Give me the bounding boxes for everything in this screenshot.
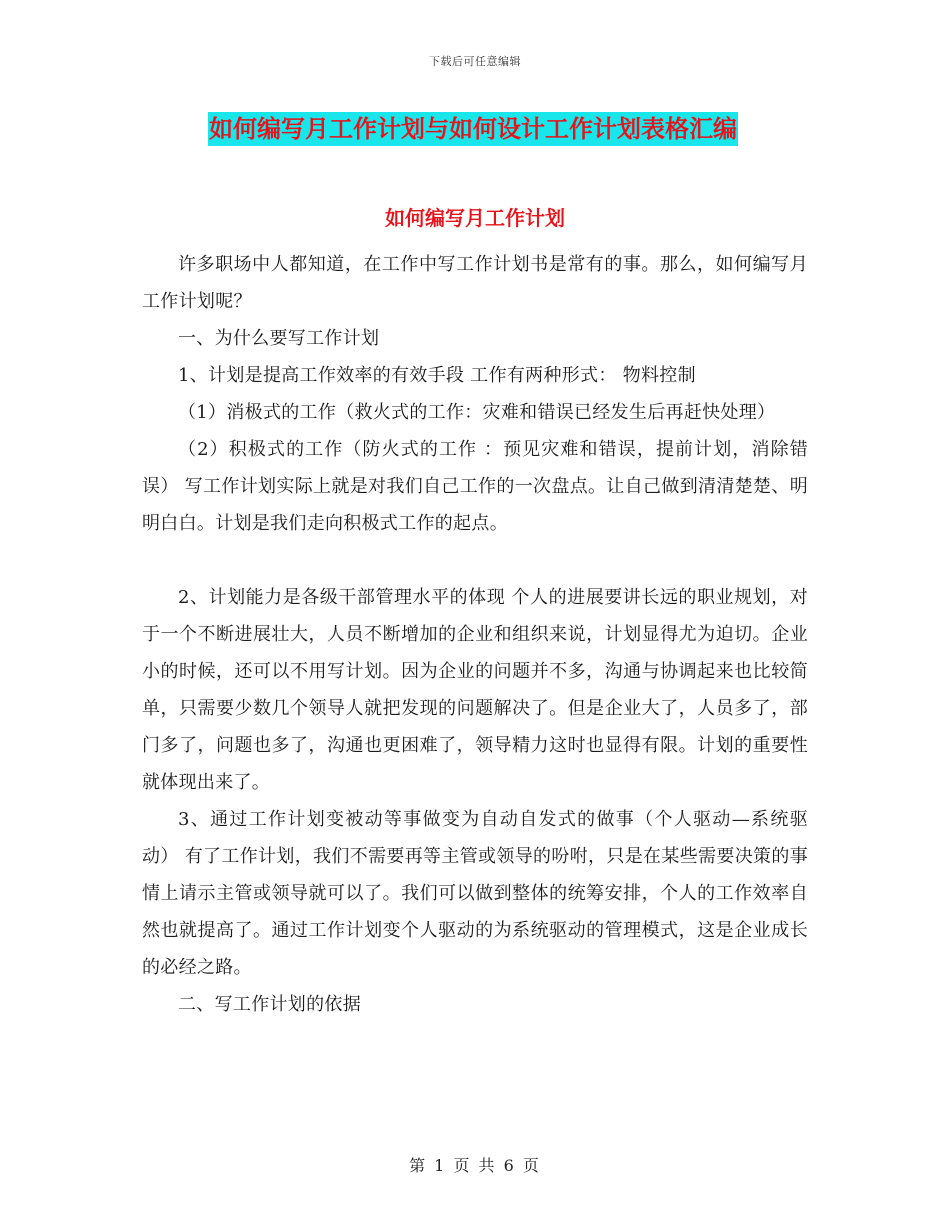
paragraph-active-work: （2）积极式的工作（防火式的工作 ：预见灾难和错误，提前计划，消除错误） 写工作计划实际上就是对我们自己工作的一次盘点。让自己做到清清楚楚、明明白白。计划是我们走向积极式工作的起点。 — [142, 439, 808, 534]
heading-plan-basis: 二、写工作计划的依据 — [178, 994, 361, 1015]
page-header-note: 下载后可任意编辑 — [429, 55, 521, 68]
paragraph-point-3: 3、通过工作计划变被动等事做变为自动自发式的做事（个人驱动—系统驱动） 有了工作计划，我们不需要再等主管或领导的吩咐，只是在某些需要决策的事情上请示主管或领导就可以了。我们可以做到整体的统筹安排，个人的工作效率自然也就提高了。通过工作计划变个人驱动的为系统驱动的管理模式，这是企业成长的必经之路。 — [142, 809, 808, 978]
paragraph-passive-work: （1）消极式的工作（救火式的工作：灾难和错误已经发生后再赶快处理） — [178, 402, 776, 423]
heading-why-plan: 一、为什么要写工作计划 — [178, 328, 380, 349]
document-title: 如何编写月工作计划与如何设计工作计划表格汇编 — [208, 112, 738, 146]
section-title: 如何编写月工作计划 — [385, 206, 565, 230]
paragraph-point-2: 2、计划能力是各级干部管理水平的体现 个人的进展要讲长远的职业规划，对于一个不断进展壮大，人员不断增加的企业和组织来说，计划显得尤为迫切。企业小的时候，还可以不用写计划。因为企业的问题并不多，沟通与协调起来也比较简单，只需要少数几个领导人就把发现的问题解决了。但是企业大了，人员多了，部门多了，问题也多了，沟通也更困难了，领导精力这时也显得有限。计划的重要性就体现出来了。 — [142, 587, 808, 793]
page-footer-number: 第 1 页 共 6 页 — [409, 1156, 541, 1175]
paragraph-intro: 许多职场中人都知道，在工作中写工作计划书是常有的事。那么，如何编写月工作计划呢？ — [142, 254, 808, 312]
document-title-container — [208, 112, 738, 146]
paragraph-point-1: 1、计划是提高工作效率的有效手段 工作有两种形式： 物料控制 — [178, 365, 696, 386]
document-body — [142, 246, 808, 1023]
